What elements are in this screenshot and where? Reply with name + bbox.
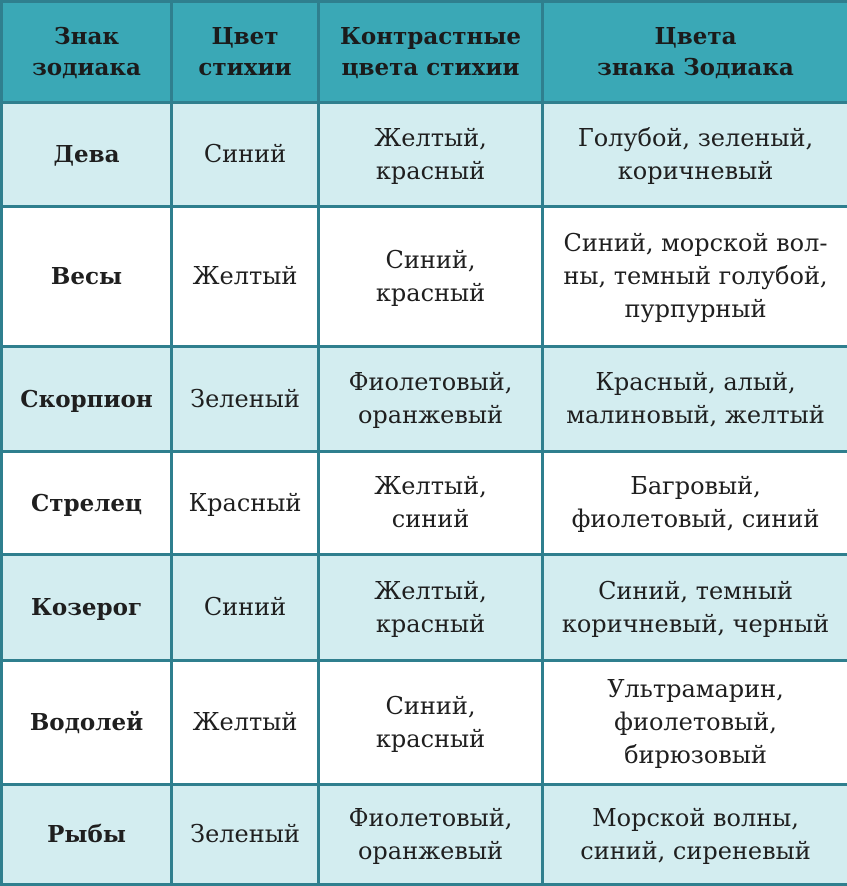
header-row <box>2 2 847 103</box>
zodiac-colors-cell: Красный, алый, малиновый, желтый <box>543 347 847 452</box>
table-row <box>2 347 847 452</box>
element-color-cell: Зеленый <box>172 347 319 452</box>
contrast-colors-cell: Синий, красный <box>319 207 543 347</box>
header-element-color: Цвет стихии <box>172 2 319 103</box>
sign-cell: Скорпион <box>2 347 172 452</box>
sign-cell: Рыбы <box>2 785 172 885</box>
element-color-cell: Синий <box>172 555 319 661</box>
table-row <box>2 661 847 785</box>
contrast-colors-cell: Желтый, красный <box>319 103 543 207</box>
element-color-cell: Синий <box>172 103 319 207</box>
header-sign: Знак зодиака <box>2 2 172 103</box>
table-row <box>2 207 847 347</box>
sign-cell: Козерог <box>2 555 172 661</box>
sign-cell: Стрелец <box>2 452 172 555</box>
contrast-colors-cell: Желтый, красный <box>319 555 543 661</box>
zodiac-colors-cell: Синий, темный коричневый, черный <box>543 555 847 661</box>
zodiac-colors-cell: Ультрамарин, фиолетовый, бирюзовый <box>543 661 847 785</box>
element-color-cell: Желтый <box>172 661 319 785</box>
element-color-cell: Красный <box>172 452 319 555</box>
contrast-colors-cell: Фиолетовый, оранжевый <box>319 347 543 452</box>
sign-cell: Весы <box>2 207 172 347</box>
zodiac-colors-cell: Синий, морской вол- ны, темный голубой, пурпурный <box>543 207 847 347</box>
sign-cell: Водолей <box>2 661 172 785</box>
zodiac-colors-cell: Голубой, зеленый, коричневый <box>543 103 847 207</box>
header-zodiac-colors: Цвета знака Зодиака <box>543 2 847 103</box>
element-color-cell: Зеленый <box>172 785 319 885</box>
contrast-colors-cell: Фиолетовый, оранжевый <box>319 785 543 885</box>
table-row <box>2 452 847 555</box>
header-contrast-colors: Контрастные цвета стихии <box>319 2 543 103</box>
table-row <box>2 103 847 207</box>
sign-cell: Дева <box>2 103 172 207</box>
table-row <box>2 555 847 661</box>
element-color-cell: Желтый <box>172 207 319 347</box>
contrast-colors-cell: Синий, красный <box>319 661 543 785</box>
zodiac-colors-cell: Багровый, фиолетовый, синий <box>543 452 847 555</box>
contrast-colors-cell: Желтый, синий <box>319 452 543 555</box>
zodiac-colors-cell: Морской волны, синий, сиреневый <box>543 785 847 885</box>
table-row <box>2 785 847 885</box>
